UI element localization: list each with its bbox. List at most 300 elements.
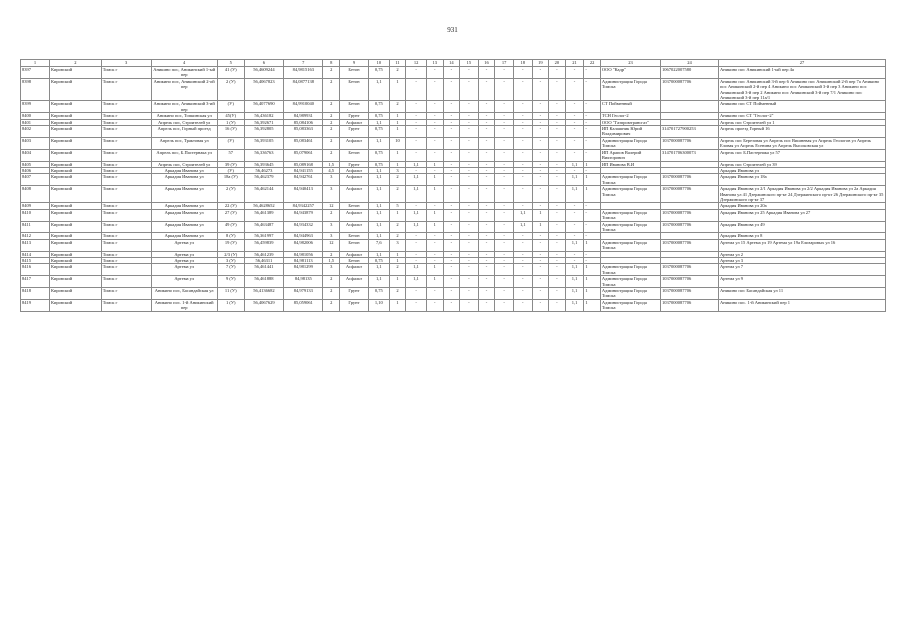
table-cell: -	[495, 186, 514, 203]
table-cell: СТ Пойменный	[600, 101, 660, 113]
table-cell: -	[443, 264, 460, 276]
table-cell: -	[443, 288, 460, 300]
table-cell: 1037000087706	[660, 186, 718, 203]
table-cell: -	[549, 258, 566, 264]
table-cell: -	[426, 251, 443, 257]
column-header: 3	[101, 60, 151, 67]
table-row	[21, 221, 886, 233]
table-cell: -	[426, 233, 443, 239]
table-cell: -	[460, 186, 479, 203]
table-cell: Томск г	[101, 203, 151, 209]
table-cell: -	[426, 299, 443, 311]
table-cell: Аникино пос. 1-й Аникинский пер 1	[718, 299, 885, 311]
table-cell: Апрель пос, Строителей ул	[151, 119, 217, 125]
table-cell: -	[443, 239, 460, 251]
table-cell: 12	[323, 239, 340, 251]
table-cell: 0,75	[369, 101, 390, 113]
table-cell: -	[513, 203, 532, 209]
table-cell: Аркадия Иванова ул	[151, 209, 217, 221]
table-cell: 1,1	[369, 276, 390, 288]
table-cell: 84,98135	[284, 276, 323, 288]
table-cell: 1 (У)	[217, 119, 244, 125]
table-cell: 1	[389, 119, 406, 125]
table-cell: 1	[426, 161, 443, 167]
table-cell: (У)	[217, 101, 244, 113]
table-cell: 1,1	[406, 174, 427, 186]
table-cell: Бетон	[340, 67, 369, 79]
table-cell: -	[565, 67, 584, 79]
table-cell: Асфальт	[340, 167, 369, 173]
table-cell: -	[443, 174, 460, 186]
table-cell: 22 (У)	[217, 203, 244, 209]
table-cell: -	[513, 67, 532, 79]
table-cell: 8403	[21, 137, 50, 149]
table-cell: 19 (У)	[217, 239, 244, 251]
table-cell: -	[460, 78, 479, 101]
table-cell: 56,4628652	[244, 203, 283, 209]
table-cell: -	[584, 137, 601, 149]
table-cell: -	[584, 67, 601, 79]
table-cell: Томск г	[101, 101, 151, 113]
table-cell: -	[478, 161, 495, 167]
table-cell: Грунт	[340, 299, 369, 311]
table-cell: -	[478, 119, 495, 125]
table-cell: -	[532, 276, 549, 288]
table-cell: -	[584, 203, 601, 209]
table-cell: 3	[323, 174, 340, 186]
table-cell: -	[443, 126, 460, 138]
table-cell: 1,1	[369, 78, 390, 101]
table-cell: Аникино пос, Басандайская ул	[151, 288, 217, 300]
table-cell: -	[513, 258, 532, 264]
table-cell: Томск г	[101, 67, 151, 79]
column-header: 7	[284, 60, 323, 67]
table-cell: Апрель пос Б.Пастернака ул 57	[718, 149, 885, 161]
table-cell: -	[406, 299, 427, 311]
table-cell: 1037000087706	[660, 299, 718, 311]
table-cell: Апрель пос Березовая ул Апрель пос Вишневая ул Апрель Геологов ул Апрель Еловая ул Апрель Есенина ул Апрель Высоковская ул	[718, 137, 885, 149]
table-cell: 2	[389, 67, 406, 79]
table-cell: 3	[389, 239, 406, 251]
table-cell: Аркадия Иванова ул 25 Аркадия Иванова ул 27	[718, 209, 885, 221]
table-cell: -	[584, 221, 601, 233]
table-cell: 2 (У)	[217, 186, 244, 203]
table-cell: Аникино пос СТ "Геолог-2"	[718, 113, 885, 119]
table-cell: -	[495, 299, 514, 311]
table-cell: -	[443, 113, 460, 119]
table-cell: 1037000087706	[660, 78, 718, 101]
table-cell: 1,1	[369, 221, 390, 233]
table-cell: -	[549, 299, 566, 311]
table-cell: -	[478, 149, 495, 161]
table-cell: -	[565, 113, 584, 119]
table-cell: Томск г	[101, 119, 151, 125]
table-cell: 84,934332	[284, 221, 323, 233]
table-cell: -	[460, 258, 479, 264]
table-cell: -	[532, 113, 549, 119]
table-cell: -	[565, 233, 584, 239]
table-cell: 1,1	[369, 119, 390, 125]
table-cell: -	[513, 119, 532, 125]
table-cell: 2	[323, 251, 340, 257]
table-cell: -	[495, 137, 514, 149]
table-cell: 8419	[21, 299, 50, 311]
table-cell: 0,75	[369, 258, 390, 264]
column-header: 14	[443, 60, 460, 67]
table-cell: 8415	[21, 258, 50, 264]
table-cell: 2	[323, 126, 340, 138]
table-cell: 1,1	[513, 221, 532, 233]
table-cell: 84,940413	[284, 186, 323, 203]
table-cell: Аркадия Иванова ул	[151, 203, 217, 209]
table-cell: 85,059061	[284, 299, 323, 311]
table-cell: -	[460, 288, 479, 300]
table-cell: 1037000087706	[660, 239, 718, 251]
table-cell: -	[565, 251, 584, 257]
table-cell: -	[460, 251, 479, 257]
table-cell: Бетон	[340, 233, 369, 239]
table-cell: 1	[389, 258, 406, 264]
table-cell: 8406	[21, 167, 50, 173]
table-cell: -	[584, 126, 601, 138]
table-cell: -	[406, 119, 427, 125]
table-cell: -	[460, 239, 479, 251]
table-row	[21, 186, 886, 203]
table-cell: Кировский	[50, 288, 102, 300]
table-cell: -	[478, 258, 495, 264]
table-cell: -	[443, 167, 460, 173]
table-cell: Кировский	[50, 186, 102, 203]
table-cell: Артема ул	[151, 258, 217, 264]
table-cell: Томск г	[101, 221, 151, 233]
table-cell: 0,75	[369, 126, 390, 138]
table-cell: 314701727900253	[660, 126, 718, 138]
table-cell: -	[549, 288, 566, 300]
column-header: 23	[600, 60, 660, 67]
table-cell: -	[460, 67, 479, 79]
table-cell: 1,1	[406, 161, 427, 167]
table-cell: -	[460, 203, 479, 209]
table-cell: Кировский	[50, 67, 102, 79]
table-cell: 1,5	[323, 161, 340, 167]
table-cell: 84,942761	[284, 174, 323, 186]
table-cell: 1	[389, 126, 406, 138]
table-cell: 84,9342257	[284, 203, 323, 209]
table-cell: -	[513, 288, 532, 300]
table-cell: -	[495, 203, 514, 209]
table-cell: 8412	[21, 233, 50, 239]
table-cell: 85,079061	[284, 149, 323, 161]
table-cell: -	[406, 288, 427, 300]
table-cell: 45(У)	[217, 113, 244, 119]
table-row	[21, 78, 886, 101]
table-cell: Кировский	[50, 78, 102, 101]
table-cell: -	[478, 209, 495, 221]
table-cell: Апрель пос, Б.Пастернака ул	[151, 149, 217, 161]
table-cell: 1037000087706	[660, 288, 718, 300]
table-cell: Аникино пос Аникинский 3-й пер 6 Аникино пос Аникинский 2-й пер 7а Аникино пос Аникинский 2-й пер 4 Аникино пос Аникинский 3-й пер 3 Аникино пос Аникинский 3-й пер 2 Аникино пос Аникинский 3-й пер 7/1 Аникино пос Аникинский 3-й пер 11а/1	[718, 78, 885, 101]
table-cell: 2	[323, 288, 340, 300]
table-cell: -	[513, 78, 532, 101]
table-cell: 5	[389, 203, 406, 209]
table-cell: 1037000087706	[660, 221, 718, 233]
table-cell: Администрация Города Томска	[600, 209, 660, 221]
table-cell: Администрация Города Томска	[600, 221, 660, 233]
table-cell: 8418	[21, 288, 50, 300]
column-header: 24	[660, 60, 718, 67]
table-cell: Апрель пос Строителей ул 1	[718, 119, 885, 125]
table-cell: 2	[389, 174, 406, 186]
table-cell: 8410	[21, 209, 50, 221]
table-cell: 1	[426, 186, 443, 203]
table-cell: 84,0877138	[284, 78, 323, 101]
table-row	[21, 209, 886, 221]
table-cell: 1	[389, 209, 406, 221]
table-cell: 8409	[21, 203, 50, 209]
table-cell: Кировский	[50, 209, 102, 221]
table-cell: -	[549, 186, 566, 203]
table-cell: 1,1	[369, 209, 390, 221]
table-cell: Томск г	[101, 276, 151, 288]
table-cell: -	[460, 113, 479, 119]
table-cell: Кировский	[50, 149, 102, 161]
table-cell: -	[426, 101, 443, 113]
table-cell: 1	[389, 149, 406, 161]
table-cell: 8399	[21, 101, 50, 113]
table-cell: Аникино пос Аникинский 1-ый пер 4а	[718, 67, 885, 79]
table-cell: 84,981299	[284, 264, 323, 276]
table-row	[21, 126, 886, 138]
table-cell: -	[532, 101, 549, 113]
table-cell: 2	[389, 288, 406, 300]
column-header: 8	[323, 60, 340, 67]
table-row	[21, 288, 886, 300]
table-cell: 1,1	[369, 137, 390, 149]
table-cell: Апрель проезд Горный 16	[718, 126, 885, 138]
table-cell: 2	[389, 221, 406, 233]
table-cell: Аникино пос, Аникинский 1-ый пер	[151, 67, 217, 79]
column-header: 22	[584, 60, 601, 67]
table-cell: Томск г	[101, 161, 151, 167]
table-cell: 56,461888	[244, 276, 283, 288]
table-cell: 2	[389, 264, 406, 276]
table-cell: 84,943879	[284, 209, 323, 221]
table-cell: 1	[584, 161, 601, 167]
table-cell: -	[549, 161, 566, 167]
table-cell: 1,1	[565, 299, 584, 311]
container-sites-table	[20, 59, 886, 312]
table-cell: Кировский	[50, 233, 102, 239]
table-cell: 56,361997	[244, 233, 283, 239]
table-cell: 56,461441	[244, 264, 283, 276]
table-cell: 3	[323, 233, 340, 239]
table-cell: Кировский	[50, 161, 102, 167]
table-cell: 56,46273	[244, 167, 283, 173]
table-cell: -	[513, 167, 532, 173]
table-cell: 8411	[21, 221, 50, 233]
table-cell: Аркадия Иванова ул	[718, 167, 885, 173]
table-cell: 8408	[21, 186, 50, 203]
table-cell: 85,084106	[284, 119, 323, 125]
table-cell: Администрация Города Томска	[600, 239, 660, 251]
table-cell: -	[460, 119, 479, 125]
table-cell: -	[426, 67, 443, 79]
table-cell: 1	[389, 113, 406, 119]
table-cell: 57	[217, 149, 244, 161]
table-cell: Администрация Города Томска	[600, 186, 660, 203]
table-cell: Томск г	[101, 209, 151, 221]
table-cell: -	[513, 113, 532, 119]
table-cell: 1	[426, 209, 443, 221]
table-cell: -	[406, 78, 427, 101]
table-cell: -	[406, 67, 427, 79]
table-cell: -	[426, 137, 443, 149]
table-cell: -	[513, 299, 532, 311]
table-cell: -	[532, 174, 549, 186]
table-cell: -	[478, 239, 495, 251]
table-cell: 4,5	[323, 167, 340, 173]
table-cell: -	[549, 137, 566, 149]
table-cell: 7,6	[369, 239, 390, 251]
column-header: 15	[460, 60, 479, 67]
table-cell: Кировский	[50, 251, 102, 257]
table-cell: -	[495, 161, 514, 167]
table-cell: 2	[323, 67, 340, 79]
table-cell: -	[532, 167, 549, 173]
table-cell: -	[565, 167, 584, 173]
table-cell: 84,981056	[284, 251, 323, 257]
table-cell: Кировский	[50, 239, 102, 251]
table-cell: 1	[389, 299, 406, 311]
table-cell: -	[443, 299, 460, 311]
table-cell: -	[549, 221, 566, 233]
table-cell: Кировский	[50, 167, 102, 173]
table-cell: -	[443, 186, 460, 203]
table-cell: -	[478, 126, 495, 138]
table-cell: Томск г	[101, 251, 151, 257]
table-cell: 1,1	[369, 167, 390, 173]
table-cell: Томск г	[101, 149, 151, 161]
table-cell: -	[460, 174, 479, 186]
table-cell: 1	[584, 186, 601, 203]
table-cell: -	[513, 186, 532, 203]
table-cell: -	[584, 258, 601, 264]
table-cell: 85,083363	[284, 126, 323, 138]
table-cell: Бетон	[340, 101, 369, 113]
column-header: 6	[244, 60, 283, 67]
table-cell: Грунт	[340, 126, 369, 138]
table-cell: 56,4609244	[244, 67, 283, 79]
table-cell: -	[406, 233, 427, 239]
table-cell: 1	[584, 299, 601, 311]
table-cell: -	[549, 174, 566, 186]
table-cell: -	[495, 209, 514, 221]
table-cell: 84,981113	[284, 258, 323, 264]
table-cell: -	[495, 149, 514, 161]
table-cell: -	[478, 251, 495, 257]
table-cell: Кировский	[50, 299, 102, 311]
table-cell: -	[460, 126, 479, 138]
table-cell: 8414	[21, 251, 50, 257]
table-cell: 1037000087706	[660, 276, 718, 288]
table-cell: -	[565, 209, 584, 221]
table-cell: 1	[584, 239, 601, 251]
table-cell: -	[532, 299, 549, 311]
table-cell: 3 (У)	[217, 258, 244, 264]
table-cell: -	[426, 288, 443, 300]
column-header: 11	[389, 60, 406, 67]
table-cell: 7 (У)	[217, 264, 244, 276]
table-cell: 0,75	[369, 288, 390, 300]
table-cell: -	[460, 233, 479, 239]
table-cell: Аникино пос. 1-й Аникинский пер	[151, 299, 217, 311]
table-cell: -	[460, 101, 479, 113]
table-cell: -	[532, 251, 549, 257]
table-cell: Апрель пос Строителей ул 39	[718, 161, 885, 167]
table-cell: 2	[389, 186, 406, 203]
table-cell: -	[426, 113, 443, 119]
table-cell: -	[532, 67, 549, 79]
table-cell: Аникино пос СТ Пойменный	[718, 101, 885, 113]
table-cell: Грунт	[340, 288, 369, 300]
table-cell: Аркадия Иванова ул	[151, 233, 217, 239]
table-cell: Аникино пос, Аникинский 2-ой пер	[151, 78, 217, 101]
table-cell: Асфальт	[340, 119, 369, 125]
table-cell: Томск г	[101, 233, 151, 239]
table-cell: -	[549, 101, 566, 113]
table-cell: Асфальт	[340, 209, 369, 221]
table-cell: -	[443, 101, 460, 113]
column-header: 17	[495, 60, 514, 67]
table-cell: -	[406, 113, 427, 119]
table-cell: -	[478, 233, 495, 239]
table-cell: Аркадия Иванова ул 18а	[718, 174, 885, 186]
table-cell: -	[549, 276, 566, 288]
table-cell: -	[426, 149, 443, 161]
table-cell: Бетон	[340, 149, 369, 161]
table-cell: 85,089168	[284, 161, 323, 167]
table-cell: -	[478, 174, 495, 186]
table-cell: -	[406, 239, 427, 251]
table-cell: -	[426, 203, 443, 209]
table-cell: -	[443, 258, 460, 264]
table-cell: -	[443, 209, 460, 221]
table-cell: 1,1	[369, 203, 390, 209]
column-header: 12	[406, 60, 427, 67]
column-header: 16	[478, 60, 495, 67]
table-cell: 1,1	[406, 221, 427, 233]
table-cell: 1,1	[565, 161, 584, 167]
table-cell: -	[495, 288, 514, 300]
table-cell: 84,9815163	[284, 67, 323, 79]
table-cell: 8400	[21, 113, 50, 119]
table-cell: -	[426, 78, 443, 101]
table-cell: -	[549, 209, 566, 221]
table-cell: 1	[426, 221, 443, 233]
table-cell: 12	[323, 203, 340, 209]
table-cell: Аркадия Иванова ул	[151, 174, 217, 186]
table-cell: 8401	[21, 119, 50, 125]
table-cell: 56,461389	[244, 209, 283, 221]
table-cell: 1,10	[369, 299, 390, 311]
table-cell: Аркадия Иванова ул 2/1 Аркадия Иванова ул 2/2 Аркадия Иванова ул 2а Аркадия Иванова ул 41 Дзержинского пр-кт 24 Дзержинского пр-кт 26 Дзержинского пр-кт 35 Дзержинского пр-кт 37	[718, 186, 885, 203]
table-cell: 1,1	[369, 233, 390, 239]
table-cell: Томск г	[101, 78, 151, 101]
table-cell: -	[443, 233, 460, 239]
table-cell: -	[495, 167, 514, 173]
table-cell: 0,75	[369, 113, 390, 119]
table-row	[21, 264, 886, 276]
